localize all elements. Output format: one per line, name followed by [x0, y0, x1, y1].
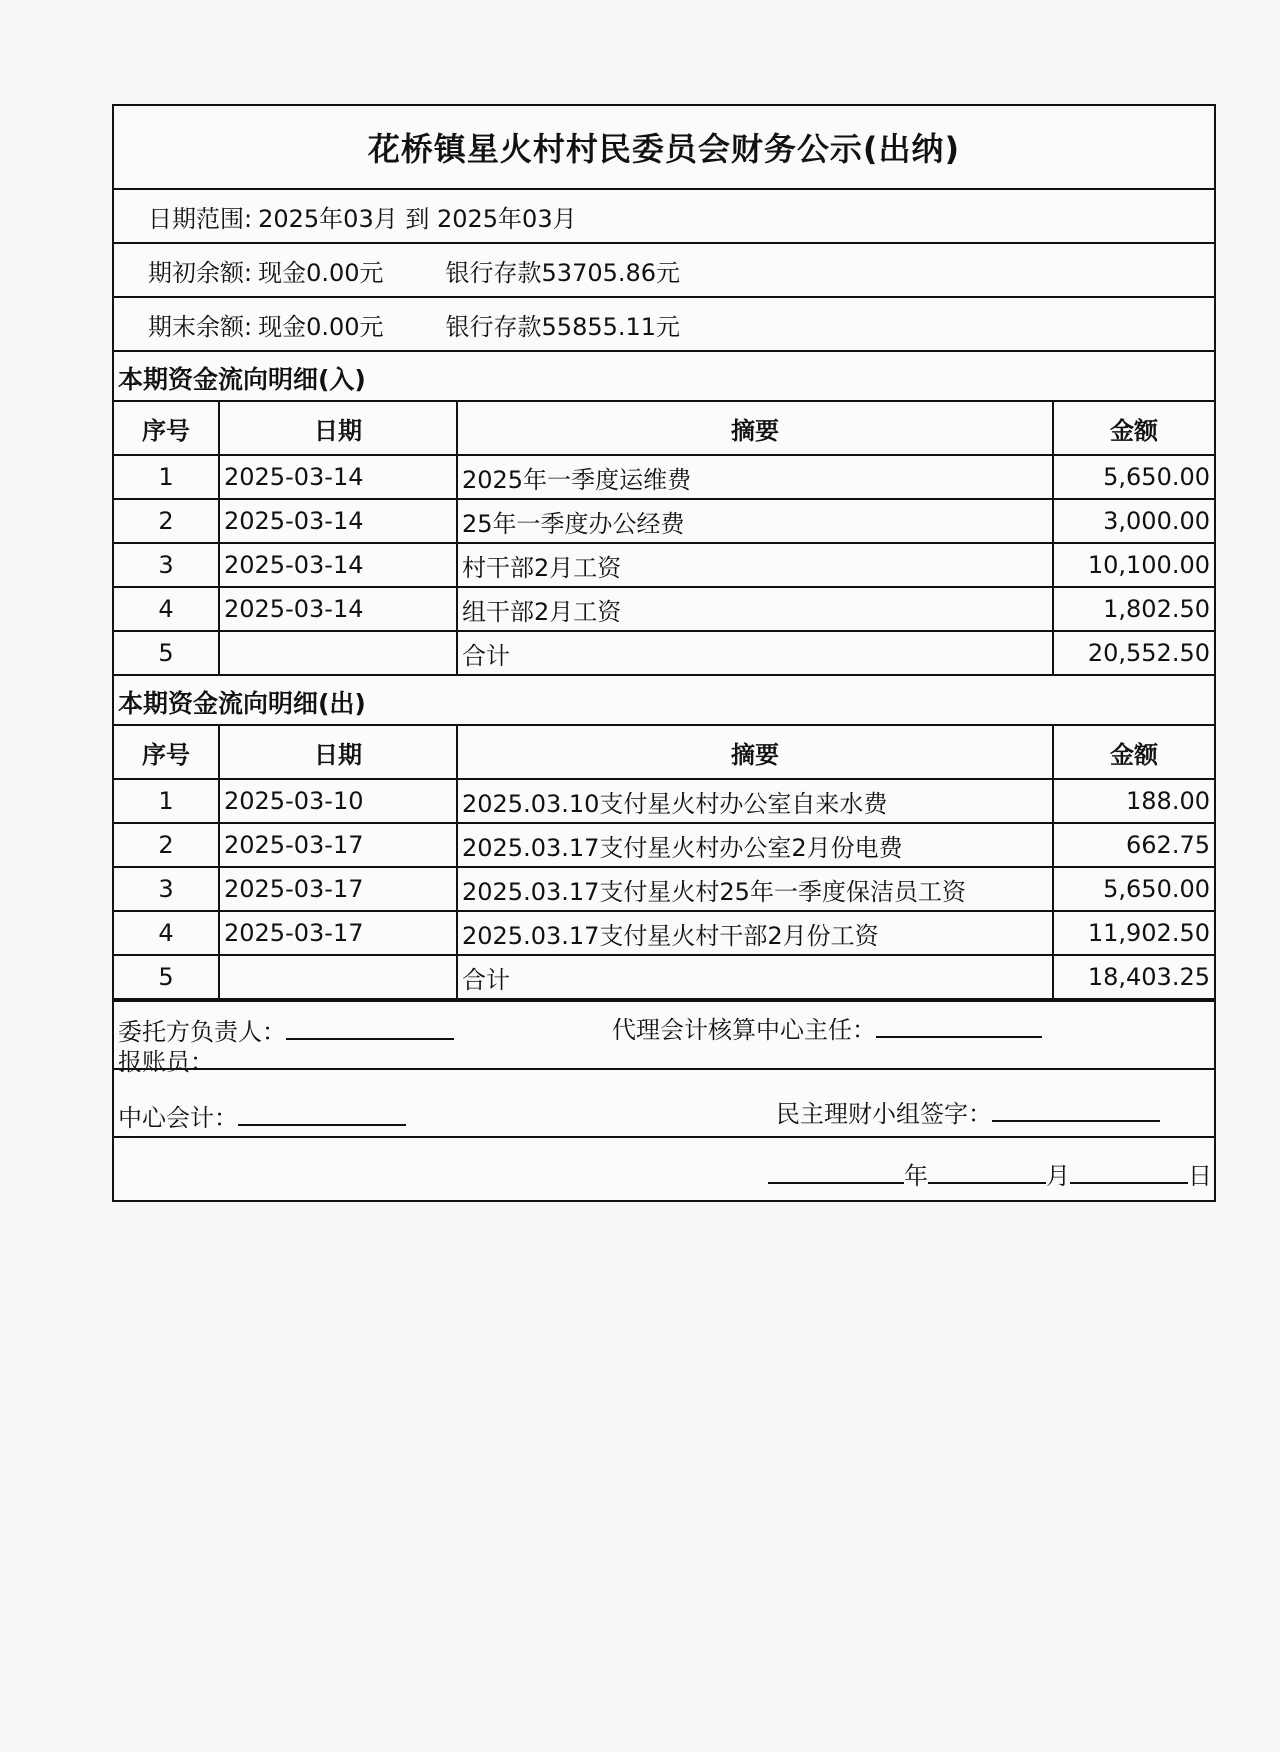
signature-row-1 — [114, 1000, 1214, 1076]
row-amount: 18,403.25 — [1053, 955, 1214, 999]
month-blank — [928, 1164, 1046, 1184]
agency-director-label: 代理会计核算中心主任： — [612, 1016, 876, 1044]
month-label: 月 — [1046, 1162, 1070, 1190]
finance-group-signature — [776, 1094, 1160, 1129]
table-row — [114, 543, 1214, 587]
row-idx: 4 — [114, 911, 219, 955]
table-row — [114, 779, 1214, 823]
row-amount: 3,000.00 — [1053, 499, 1214, 543]
table-row — [114, 823, 1214, 867]
finance-disclosure-sheet — [112, 104, 1216, 1202]
agency-director-blank — [876, 1018, 1042, 1038]
center-accountant-label: 中心会计： — [118, 1104, 238, 1132]
expense-table — [114, 726, 1214, 1000]
clerk-label: 报账员： — [118, 1048, 214, 1076]
day-blank — [1070, 1164, 1188, 1184]
row-summary: 2025.03.17支付星火村办公室2月份电费 — [457, 823, 1053, 867]
row-date: 2025-03-14 — [219, 499, 457, 543]
row-amount: 11,902.50 — [1053, 911, 1214, 955]
table-row — [114, 455, 1214, 499]
row-summary: 25年一季度办公经费 — [457, 499, 1053, 543]
table-row — [114, 911, 1214, 955]
expense-header-row — [114, 726, 1214, 779]
date-range-row — [114, 190, 1214, 244]
table-row — [114, 499, 1214, 543]
income-header-row — [114, 402, 1214, 455]
income-header-summary: 摘要 — [457, 402, 1053, 455]
sign-date — [768, 1156, 1212, 1191]
year-label: 年 — [904, 1162, 928, 1190]
row-summary: 2025.03.10支付星火村办公室自来水费 — [457, 779, 1053, 823]
row-date: 2025-03-17 — [219, 867, 457, 911]
row-date: 2025-03-14 — [219, 455, 457, 499]
center-accountant-signature — [118, 1098, 406, 1133]
row-idx: 1 — [114, 455, 219, 499]
agency-director-signature — [612, 1010, 1042, 1045]
income-header-date: 日期 — [219, 402, 457, 455]
income-header-amount: 金额 — [1053, 402, 1214, 455]
expense-header-idx: 序号 — [114, 726, 219, 779]
closing-bank: 银行存款55855.11元 — [445, 312, 681, 341]
opening-bank: 银行存款53705.86元 — [445, 258, 681, 287]
row-date — [219, 631, 457, 675]
signature-row-2 — [114, 1070, 1214, 1138]
row-summary: 2025年一季度运维费 — [457, 455, 1053, 499]
opening-cash: 现金0.00元 — [258, 258, 384, 287]
row-summary: 村干部2月工资 — [457, 543, 1053, 587]
row-amount: 5,650.00 — [1053, 455, 1214, 499]
client-head-blank — [286, 1020, 454, 1040]
row-idx: 2 — [114, 499, 219, 543]
table-row — [114, 587, 1214, 631]
closing-balance-label: 期末余额: — [148, 312, 253, 341]
row-amount: 20,552.50 — [1053, 631, 1214, 675]
row-idx: 4 — [114, 587, 219, 631]
income-section-title: 本期资金流向明细(入) — [114, 352, 1214, 402]
expense-header-summary: 摘要 — [457, 726, 1053, 779]
row-date — [219, 955, 457, 999]
date-row — [114, 1138, 1214, 1200]
expense-header-date: 日期 — [219, 726, 457, 779]
row-summary: 合计 — [457, 631, 1053, 675]
row-amount: 10,100.00 — [1053, 543, 1214, 587]
day-label: 日 — [1188, 1162, 1212, 1190]
row-amount: 188.00 — [1053, 779, 1214, 823]
document-title: 花桥镇星火村村民委员会财务公示(出纳) — [114, 106, 1214, 190]
row-idx: 5 — [114, 955, 219, 999]
row-date: 2025-03-17 — [219, 911, 457, 955]
income-header-idx: 序号 — [114, 402, 219, 455]
center-accountant-blank — [238, 1106, 406, 1126]
row-idx: 5 — [114, 631, 219, 675]
row-amount: 662.75 — [1053, 823, 1214, 867]
expense-total-row — [114, 955, 1214, 999]
row-date: 2025-03-14 — [219, 543, 457, 587]
income-total-row — [114, 631, 1214, 675]
row-summary: 组干部2月工资 — [457, 587, 1053, 631]
closing-cash: 现金0.00元 — [258, 312, 384, 341]
finance-group-blank — [992, 1102, 1160, 1122]
date-range-label: 日期范围: — [148, 204, 253, 233]
client-head-label: 委托方负责人： — [118, 1018, 286, 1046]
opening-balance-row — [114, 244, 1214, 298]
opening-balance-label: 期初余额: — [148, 258, 253, 287]
table-row — [114, 867, 1214, 911]
row-idx: 3 — [114, 543, 219, 587]
date-range-value: 2025年03月 到 2025年03月 — [258, 204, 577, 233]
closing-balance-row — [114, 298, 1214, 352]
row-summary: 合计 — [457, 955, 1053, 999]
row-summary: 2025.03.17支付星火村25年一季度保洁员工资 — [457, 867, 1053, 911]
expense-header-amount: 金额 — [1053, 726, 1214, 779]
income-table — [114, 402, 1214, 676]
row-idx: 1 — [114, 779, 219, 823]
row-date: 2025-03-10 — [219, 779, 457, 823]
row-amount: 5,650.00 — [1053, 867, 1214, 911]
row-idx: 3 — [114, 867, 219, 911]
expense-section-title: 本期资金流向明细(出) — [114, 676, 1214, 726]
clerk-blank — [214, 1050, 382, 1070]
year-blank — [768, 1164, 904, 1184]
row-amount: 1,802.50 — [1053, 587, 1214, 631]
row-summary: 2025.03.17支付星火村干部2月份工资 — [457, 911, 1053, 955]
finance-group-label: 民主理财小组签字： — [776, 1100, 992, 1128]
row-idx: 2 — [114, 823, 219, 867]
row-date: 2025-03-14 — [219, 587, 457, 631]
row-date: 2025-03-17 — [219, 823, 457, 867]
